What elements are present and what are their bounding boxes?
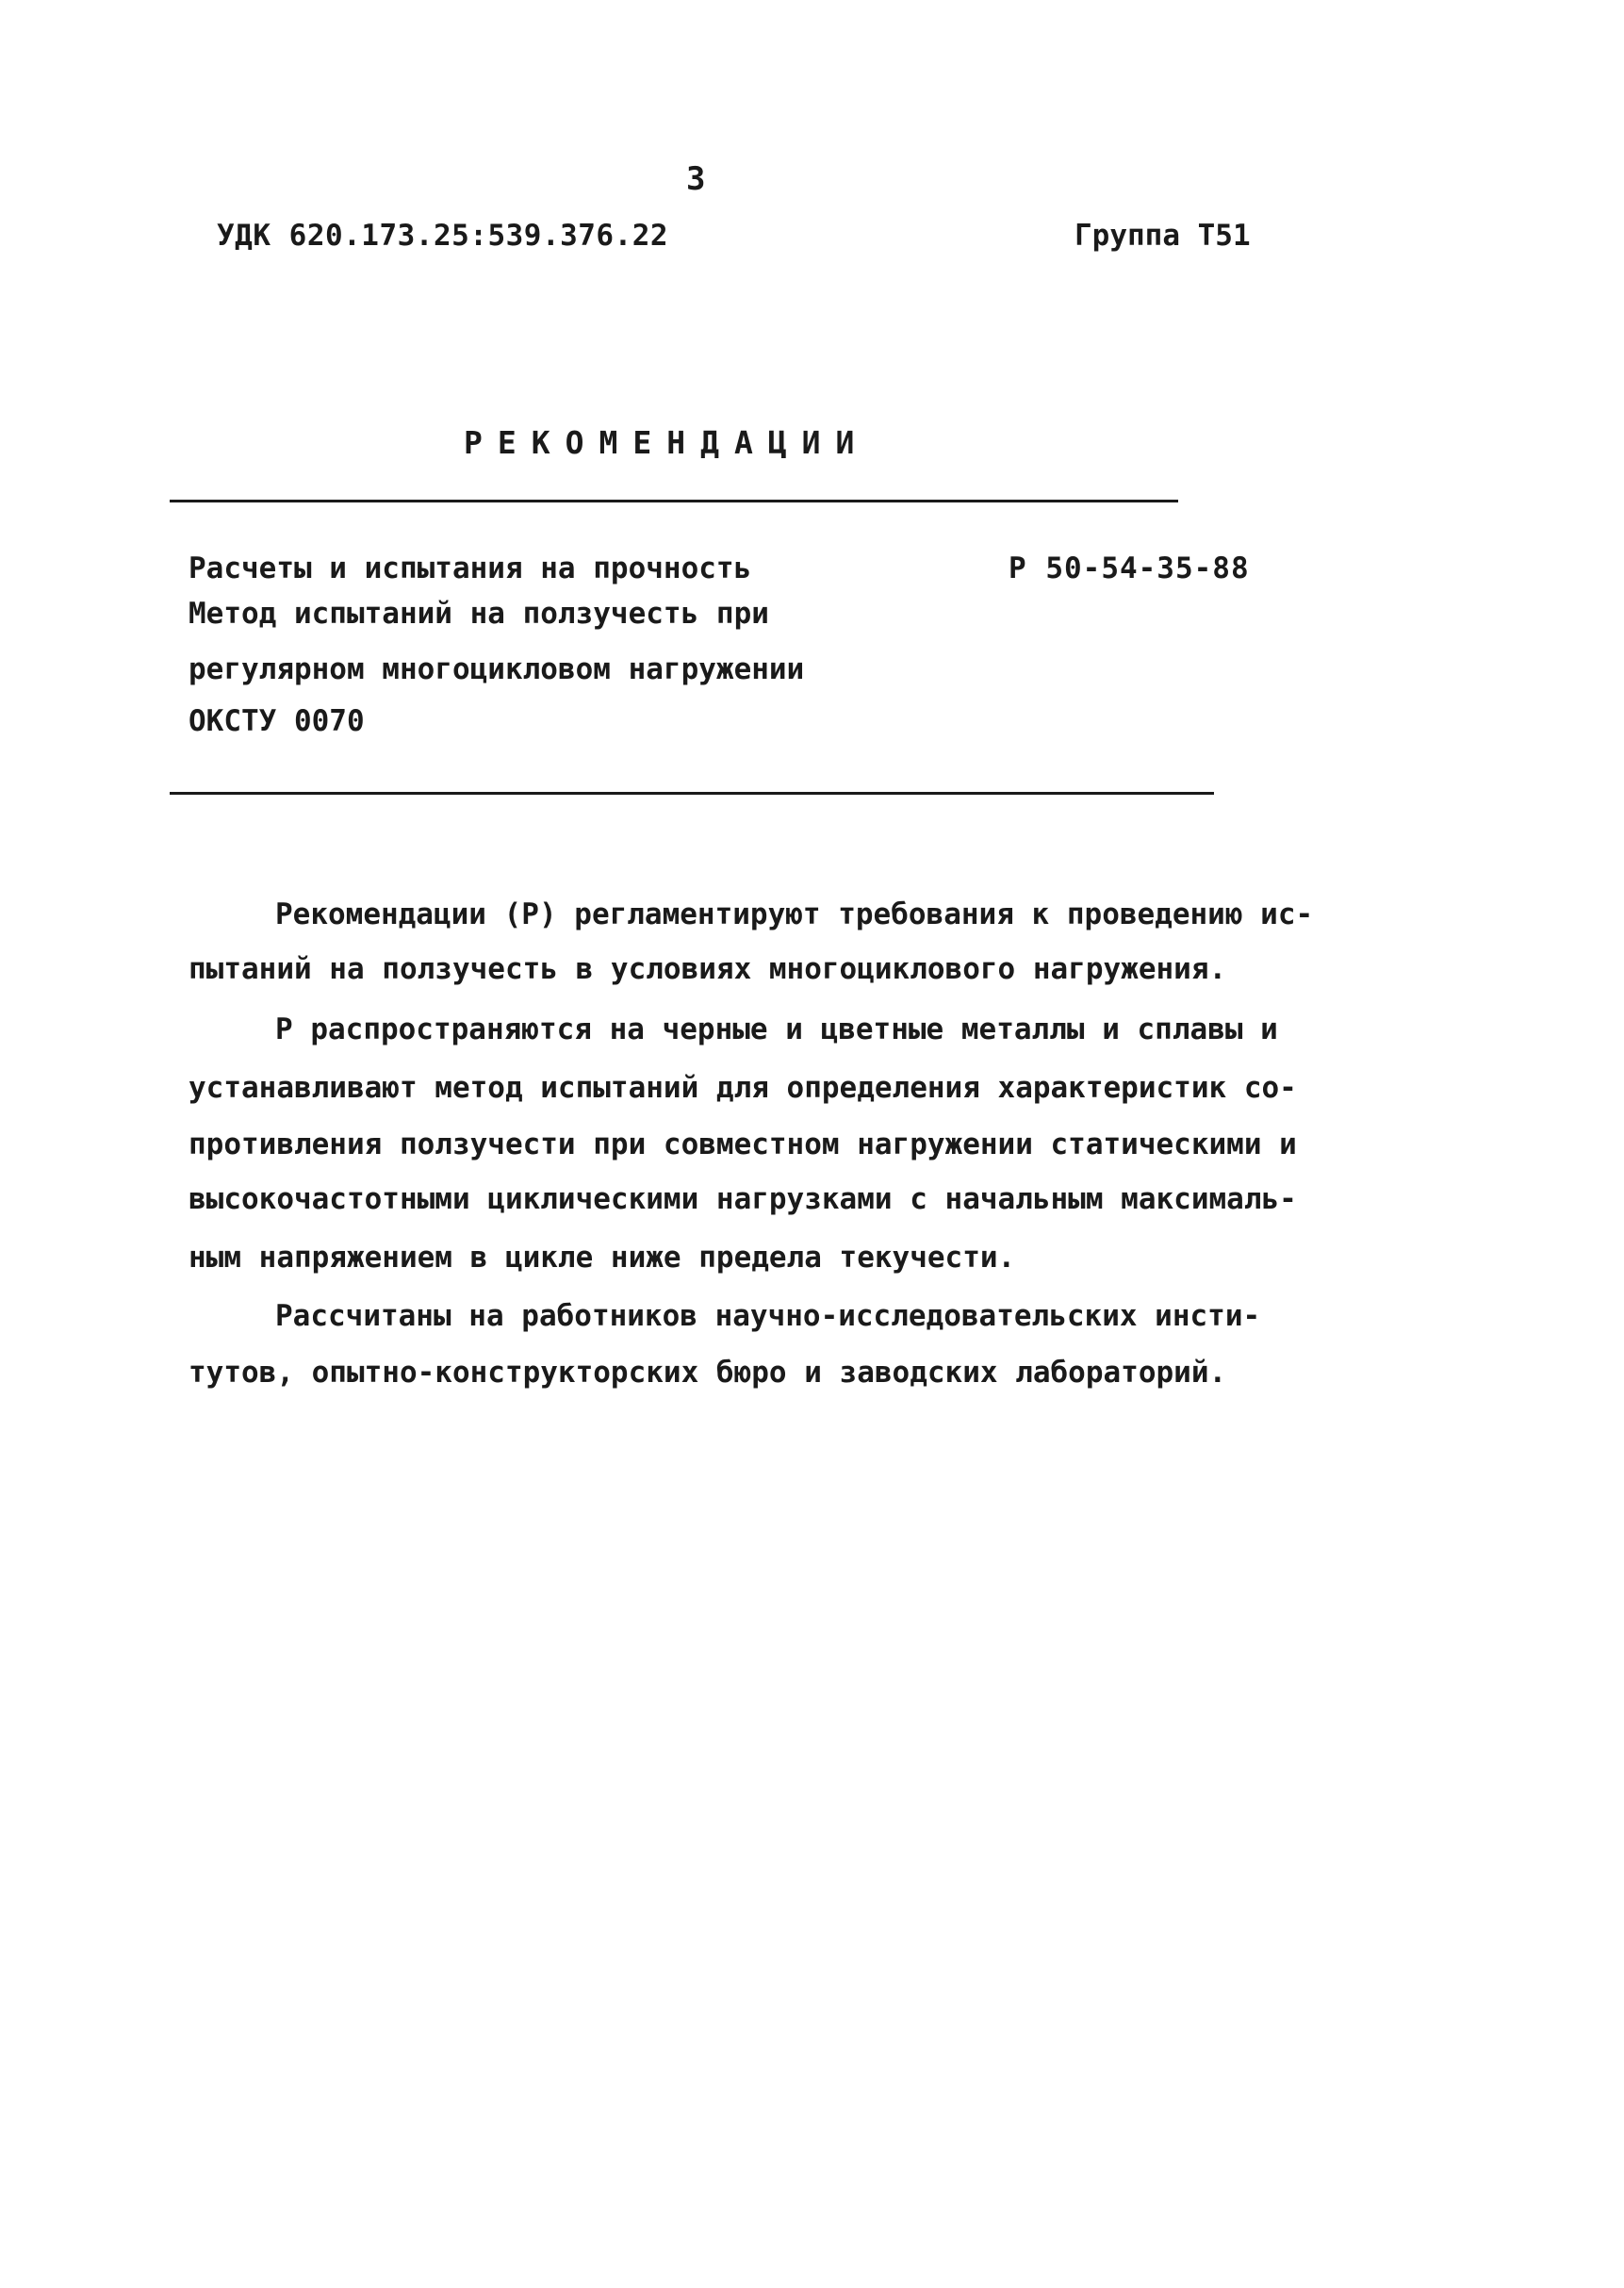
body-line: устанавливают метод испытаний для определения характеристик со- xyxy=(189,1071,1297,1105)
body-line: Р распространяются на черные и цветные металлы и сплавы и xyxy=(275,1012,1278,1046)
body-line: тутов, опытно-конструкторских бюро и заводских лабораторий. xyxy=(189,1356,1227,1390)
body-line: Рассчитаны на работников научно-исследовательских инсти- xyxy=(275,1299,1261,1333)
group-code: Группа Т51 xyxy=(1074,219,1251,253)
bottom-divider xyxy=(170,792,1214,795)
body-line: высокочастотными циклическими нагрузками с начальным максималь- xyxy=(189,1182,1297,1216)
title-line: Расчеты и испытания на прочность xyxy=(189,551,752,585)
body-line: ным напряжением в цикле ниже предела текучести. xyxy=(189,1241,1016,1275)
page-number: 3 xyxy=(686,160,706,198)
udc-code: УДК 620.173.25:539.376.22 xyxy=(217,219,669,253)
body-line: Рекомендации (Р) регламентируют требования к проведению ис- xyxy=(275,897,1314,931)
body-line: противления ползучести при совместном нагружении статическими и xyxy=(189,1128,1297,1161)
document-code: Р 50-54-35-88 xyxy=(1009,551,1250,585)
title-line: регулярном многоцикловом нагружении xyxy=(189,652,805,686)
document-type-heading: РЕКОМЕНДАЦИИ xyxy=(464,424,870,461)
body-line: пытаний на ползучесть в условиях многоциклового нагружения. xyxy=(189,952,1227,986)
classification-code: ОКСТУ 0070 xyxy=(189,704,365,738)
title-line: Метод испытаний на ползучесть при xyxy=(189,597,769,631)
top-divider xyxy=(170,500,1178,502)
